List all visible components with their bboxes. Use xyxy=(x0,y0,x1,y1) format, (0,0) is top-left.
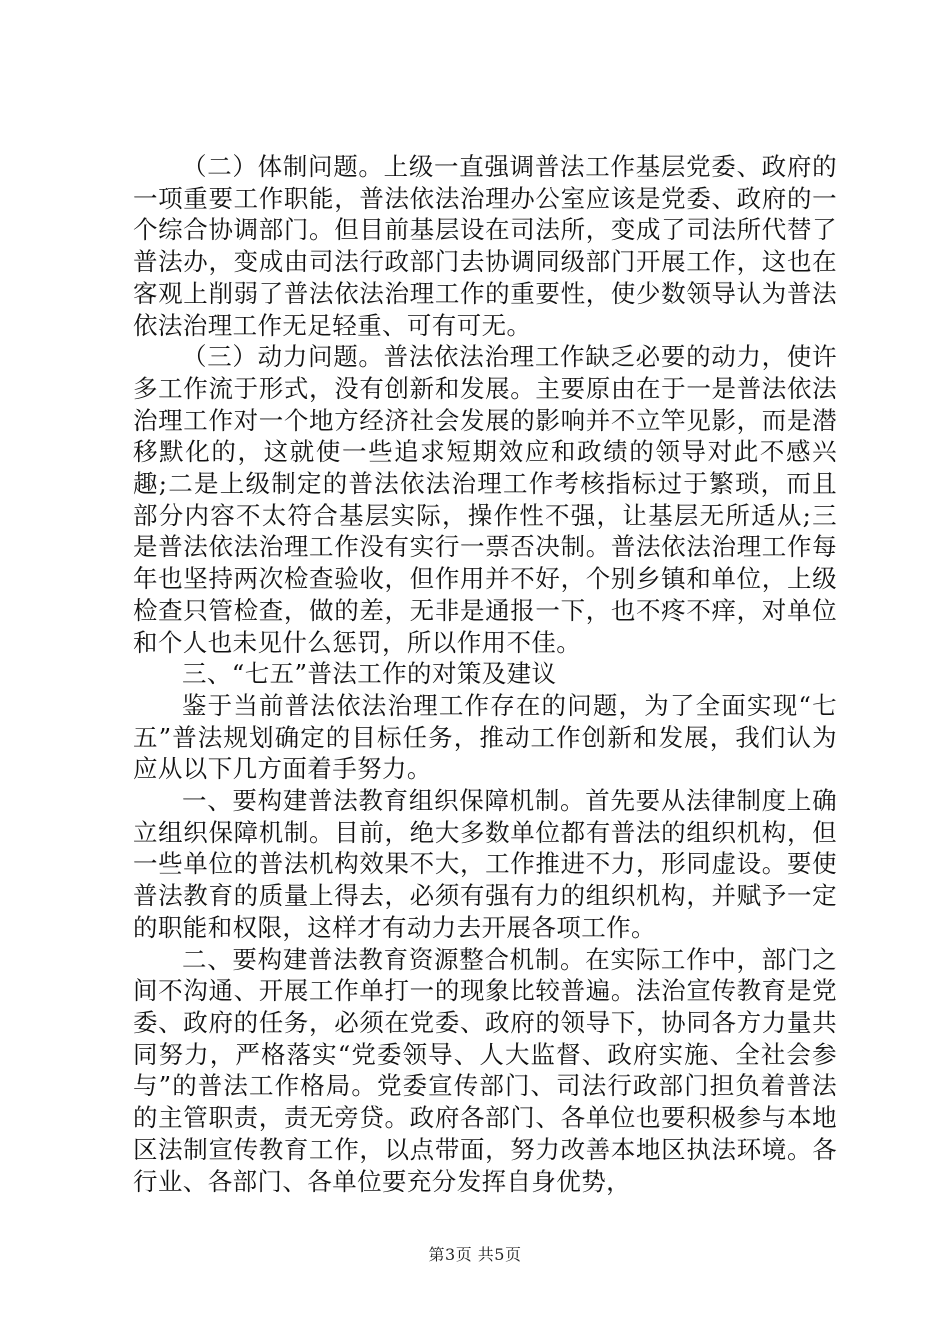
paragraph-introduction: 鉴于当前普法依法治理工作存在的问题，为了全面实现“七五”普法规划确定的目标任务，推动工作创新和发展，我们认为应从以下几方面着手努力。 xyxy=(133,690,837,784)
paragraph-system-issue: （二）体制问题。上级一直强调普法工作基层党委、政府的一项重要工作职能，普法依法治理办公室应该是党委、政府的一个综合协调部门。但目前基层设在司法所，变成了司法所代替了普法办，变成由司法行政部门去协调同级部门开展工作，这也在客观上削弱了普法依法治理工作的重要性，使少数领导认为普法依法治理工作无足轻重、可有可无。 xyxy=(133,152,837,340)
paragraph-motivation-issue: （三）动力问题。普法依法治理工作缺乏必要的动力，使许多工作流于形式，没有创新和发展。主要原由在于一是普法依法治理工作对一个地方经济社会发展的影响并不立竿见影，而是潜移默化的，这就使一些追求短期效应和政绩的领导对此不感兴趣;二是上级制定的普法依法治理工作考核指标过于繁琐，而且部分内容不太符合基层实际，操作性不强，让基层无所适从;三是普法依法治理工作没有实行一票否决制。普法依法治理工作每年也坚持两次检查验收，但作用并不好，个别乡镇和单位，上级检查只管检查，做的差，无非是通报一下，也不疼不痒，对单位和个人也未见什么惩罚，所以作用不佳。 xyxy=(133,342,837,657)
paragraph-resource-integration: 二、要构建普法教育资源整合机制。在实际工作中，部门之间不沟通、开展工作单打一的现象比较普遍。法治宣传教育是党委、政府的任务，必须在党委、政府的领导下，协同各方力量共同努力，严格落实“党委领导、人大监督、政府实施、全社会参与”的普法工作格局。党委宣传部门、司法行政部门担负着普法的主管职责，责无旁贷。政府各部门、各单位也要积极参与本地区法制宣传教育工作，以点带面，努力改善本地区执法环境。各行业、各部门、各单位要充分发挥自身优势， xyxy=(133,944,837,1196)
page-number-footer: 第3页 共5页 xyxy=(428,1245,522,1264)
document-body xyxy=(133,151,837,1197)
paragraph-organization-mechanism: 一、要构建普法教育组织保障机制。首先要从法律制度上确立组织保障机制。目前，绝大多数单位都有普法的组织机构，但一些单位的普法机构效果不大，工作推进不力，形同虚设。要使普法教育的质量上得去，必须有强有力的组织机构，并赋予一定的职能和权限，这样才有动力去开展各项工作。 xyxy=(133,786,837,942)
section-heading-countermeasures: 三、“七五”普法工作的对策及建议 xyxy=(182,659,557,689)
